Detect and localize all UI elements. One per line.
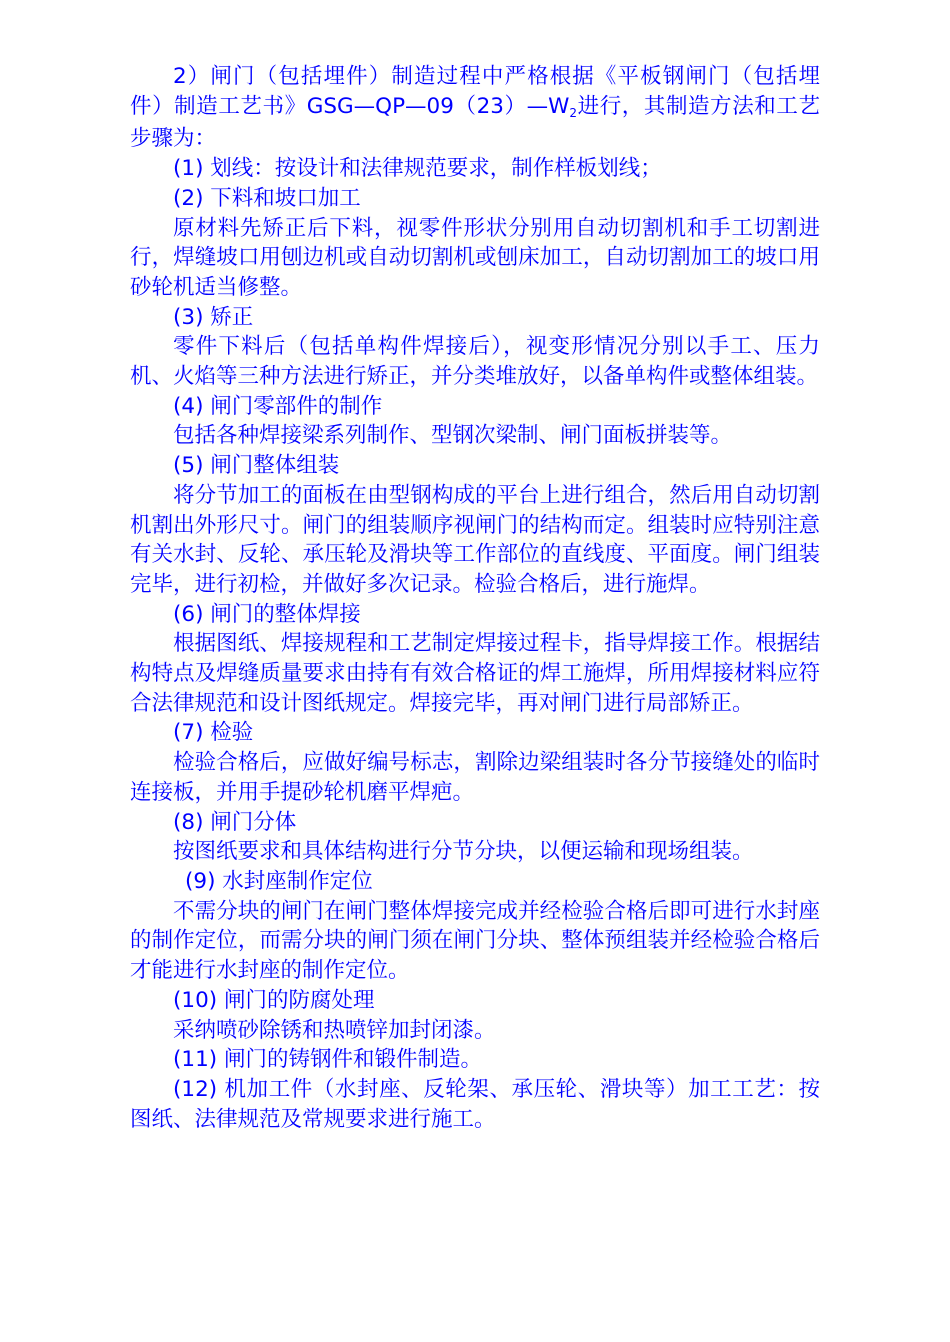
step-10-heading: (10) 闸门的防腐处理	[173, 987, 375, 1013]
intro-text: 2）闸门（包括埋件）制造过程中严格根据《平板钢闸门（包括埋件）制造工艺书》GSG—QP—09（23）—W	[130, 64, 820, 119]
step-7-heading: (7) 检验	[173, 720, 254, 746]
step-9-heading: (9) 水封座制作定位	[185, 868, 373, 894]
intro-text-end: 进行，其制造方法和工艺步骤为：	[130, 93, 820, 152]
step-12-paragraph: (12) 机加工件（水封座、反轮架、承压轮、滑块等）加工工艺：按图纸、法律规范及常规要求进行施工。	[130, 1076, 820, 1132]
step-11-heading: (11) 闸门的铸钢件和锻件制造。	[173, 1047, 482, 1073]
step-6-heading: (6) 闸门的整体焊接	[173, 601, 361, 627]
step-6-body: 根据图纸、焊接规程和工艺制定焊接过程卡，指导焊接工作。根据结构特点及焊缝质量要求由持有有效合格证的焊工施焊，所用焊接材料应符合法律规范和设计图纸规定。焊接完毕，再对闸门进行局部矫正。	[130, 631, 820, 716]
step-5-body: 将分节加工的面板在由型钢构成的平台上进行组合，然后用自动切割机割出外形尺寸。闸门的组装顺序视闸门的结构而定。组装时应特别注意有关水封、反轮、承压轮及滑块等工作部位的直线度、平面度。闸门组装完毕，进行初检，并做好多次记录。检验合格后，进行施焊。	[130, 482, 820, 597]
step-2-body: 原材料先矫正后下料，视零件形状分别用自动切割机和手工切割进行，焊缝坡口用刨边机或自动切割机或刨床加工，自动切割加工的坡口用砂轮机适当修整。	[130, 215, 820, 300]
step-9-body: 不需分块的闸门在闸门整体焊接完成并经检验合格后即可进行水封座的制作定位，而需分块的闸门须在闸门分块、整体预组装并经检验合格后才能进行水封座的制作定位。	[130, 898, 820, 984]
step-7-body: 检验合格后，应做好编号标志，割除边梁组装时各分节接缝处的临时连接板，并用手提砂轮机磨平焊疤。	[130, 750, 820, 805]
step-8-heading: (8) 闸门分体	[173, 809, 297, 835]
step-3-heading: (3) 矫正	[173, 304, 254, 330]
step-5-heading: (5) 闸门整体组装	[173, 453, 340, 479]
step-8-body: 按图纸要求和具体结构进行分节分块，以便运输和现场组装。	[173, 839, 754, 865]
step-3-body: 零件下料后（包括单构件焊接后），视变形情况分别以手工、压力机、火焰等三种方法进行矫正，并分类堆放好，以备单构件或整体组装。	[130, 334, 820, 390]
subscript-2: 2	[569, 105, 578, 120]
document-body	[130, 62, 820, 1134]
step-4-heading: (4) 闸门零部件的制作	[173, 393, 383, 419]
step-2-heading: (2) 下料和坡口加工	[173, 185, 361, 211]
step-4-body: 包括各种焊接梁系列制作、型钢次梁制、闸门面板拼装等。	[173, 423, 733, 449]
intro-paragraph	[130, 62, 820, 154]
step-10-body: 采纳喷砂除锈和热喷锌加封闭漆。	[173, 1017, 496, 1043]
step-1-heading: (1) 划线：按设计和法律规范要求，制作样板划线；	[173, 156, 662, 182]
